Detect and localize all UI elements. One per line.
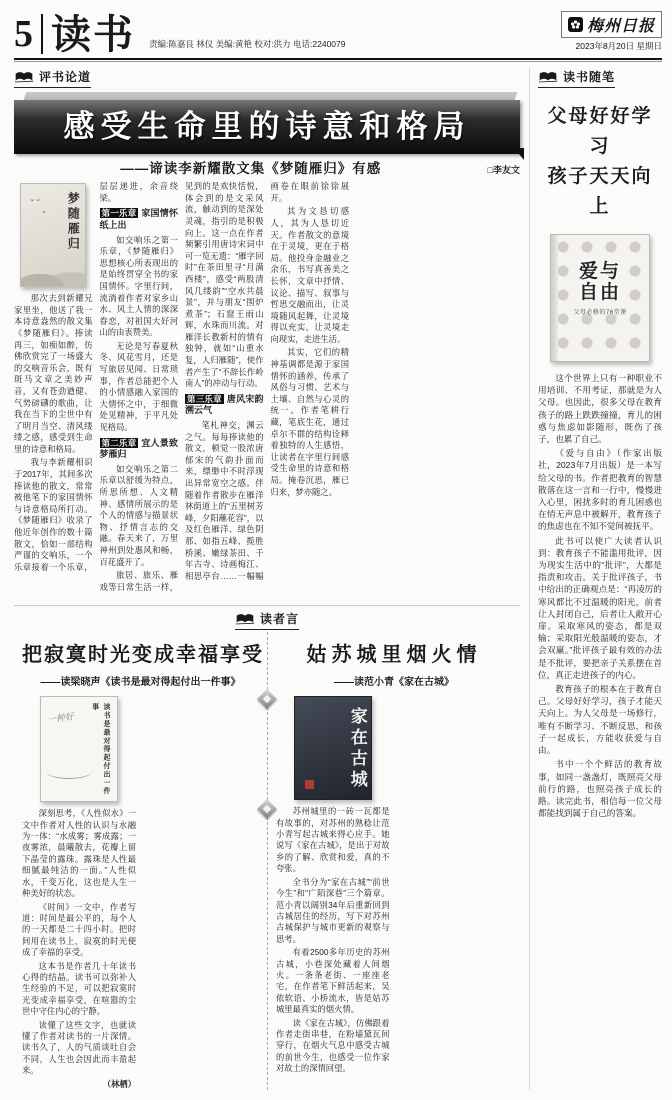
article-headline: 把寂寞时光变成幸福享受: [22, 644, 264, 667]
article-loneliness: [14, 632, 267, 1090]
section-title: 读书: [51, 13, 135, 57]
publication-date: 2023年8月20日 星期日: [575, 41, 662, 51]
header-rule: [14, 58, 662, 60]
main-headline: 感受生命里的诗意和格局: [63, 109, 471, 144]
paragraph: 读《家在古城》，仿佛跟着作者走街串巷，在粉墙黛瓦间穿行，在烟火气息中感受古城的前世今生，也感受一位作家对故土的深情回望。: [276, 1017, 390, 1074]
newspaper-name: 梅州日报: [586, 18, 655, 35]
subheadline-row: [14, 157, 520, 177]
movement-header-3: 第三乐章 唐风宋韵溯云气: [185, 393, 264, 416]
author-signature: （林栖）: [102, 1078, 136, 1089]
rail-headline: 父母好好学习 孩子天天向上: [547, 106, 653, 217]
book-pen-icon: [235, 613, 255, 625]
paragraph: 全书分为“家在古城”“前世今生”和“广陌深巷”三个篇章。范小青以阔别34年后重新回到古城居住的经历，写下对苏州古城保护与城市更新的观察与思考。: [276, 876, 390, 944]
page-number: 5: [14, 13, 33, 55]
paragraph: 苏州城里的一砖一瓦都是有故事的，对苏州的熟稔让范小青写起古城来得心应手。她说写《家在古城》，是出于对故乡的了解、欣赏和爱，真的不夸张。: [276, 806, 390, 874]
paragraph: 笔札神交，渊云之气。每每捧读他的散文，顿觉一股浓唐郁宋的气韵扑面而来，缥缈中不时浮现出异常宽空之感。伴随着作者散步在雁洋林荫道上的“五里树芳峰，夕阳蘸花容”，以及红色雁洋、绿色阴那、如指五峰、揽胜桥溪、嫩绿茶田、千年古寺、诗画梅江、相思亭台……一幅幅画卷在眼前徐徐展开。: [185, 181, 349, 581]
cover-title: 读书是最对得起付出一件事: [91, 703, 110, 796]
article-body: [22, 694, 259, 1090]
reader-section: [14, 605, 520, 1090]
masthead-brand: [561, 11, 662, 52]
main-column: [14, 68, 520, 1090]
column-tag-label: 读者言: [259, 612, 299, 627]
book-cover-aiyuziyou: [550, 234, 650, 362]
article-subtitle: ——读梁晓声《读书是最对得起付出一件事》: [40, 677, 241, 689]
cover-subtitle: 父母必修的76堂课: [573, 310, 627, 316]
article-gusu: [268, 632, 520, 1090]
goose-icon: ⌄: [41, 208, 48, 216]
movement-header-2: 第二乐章 宜人景致梦雁归: [99, 437, 178, 460]
paragraph: 其为文恳切感人，其为人恳切近天。作者散文的意境在于灵境，更在于格局。他投身金融业之余乐，书写真善美之长怀，文章中抒情、议论、描写、叙事与哲思交融而出，让灵境随风起舞，让灵境得以充实，让灵境走向现实，走进生活。: [270, 206, 349, 344]
goose-icon: ⌄⌄: [29, 196, 41, 204]
header-divider: [41, 14, 43, 54]
paragraph: 《爱与自由》（作家出版社，2023年7月出版）是一本写给父母的书。作者把教育的智慧散落在这一言和一行中，慢慢进入心里，困扰多时的育儿困惑也在悄无声息中被解开，教育孩子的焦虑也在不知不觉间被抚平。: [538, 448, 662, 532]
header-rule-thin: [14, 61, 662, 62]
banner-plate: [14, 100, 520, 154]
paragraph: 如交响乐之第二乐章以舒缓为特点，所思所想、人文精神、感情所展示的是个人的情感与描景状物、抒情言志的交融。春天来了，万里神州到处惠风和畅，百花盛开了。: [99, 463, 178, 567]
column-tag-review: [14, 68, 91, 88]
cover-art-hills: [21, 260, 85, 286]
paragraph: 如交响乐之第一乐章，《梦随雁归》思想核心所表现出的是始终贯穿全书的家国情怀。字里行间，流淌着作者对家乡山水、风土人情的深深眷恋，对祖国大好河山的由衷赞美。: [99, 234, 178, 338]
paragraph: 那次去到新耀兄家里坐，他送了我一本诗意盎然的散文集《梦随雁归》。捧读再三，如痴如醉，仿佛欣赏完了一场盛大的交响音乐会，既有斑马文章之美妙声音，又有苍劲遒健、气势磅礴的歌曲，让我在当下的尘世中有了明月当空、清风缕缕之感，感受到生命里的诗意和格局。: [14, 293, 93, 454]
book-cover-mengsuiyangui: [20, 183, 86, 287]
main-subtitle: ——谛读李新耀散文集《梦随雁归》有感: [120, 161, 382, 177]
cover-sketch-line: [46, 764, 92, 779]
paragraph: 我与李新耀相识于2017年，其间多次捧读他的散文，常常被他笔下的家国情怀与诗意格局所打动。《梦随雁归》收录了他近年创作的数十篇散文，恰如一部结构严谨的交响乐，一个乐章接着一个乐章，层层递进，余音绕梁。: [14, 181, 178, 572]
right-rail: [529, 68, 662, 1090]
main-byline: □李友文: [487, 165, 520, 176]
book-pen-icon: [14, 71, 34, 83]
plum-blossom-icon: [568, 17, 583, 32]
article-headline: 姑苏城里烟火情: [306, 644, 482, 667]
paragraph: 读懂了这些文字，也就读懂了作者对读书的一片深情。读书久了，人的气质谈吐自会不同，人生也会因此而丰盈起来。: [22, 1019, 136, 1076]
paragraph: 这本书是作者几十年读书心得的结晶。读书可以弥补人生经验的不足，可以把寂寞时光变成幸福享受，在喧嚣的尘世中守住内心的宁静。: [22, 960, 136, 1017]
book-cover-gucheng: [294, 696, 372, 800]
staff-credits: 责编:陈嘉良 林仪 美编:黄艳 校对:洪力 电话:2240079: [149, 39, 346, 49]
article-subtitle: ——读范小青《家在古城》: [334, 677, 454, 689]
cover-title: 爱与 自由: [578, 261, 621, 303]
red-seal-icon: [305, 780, 314, 789]
paragraph: 《时间》一文中，作者写道：时间是最公平的，每个人的一天都是二十四小时。把时间用在读书上，寂寞的时光便成了幸福的享受。: [22, 901, 136, 958]
paragraph: 此书可以使广大读者认识到：教育孩子不能滥用批评，因为现实生活中的“批评”，大都是指责和攻击。关于批评孩子，书中给出的正确观点是：“再凌厉的寒风都比不过温暖的阳光，前者让人封闭自己，后者让人敞开心扉。采取寒风的姿态，都是双输；采取阳光般温暖的姿态，才会双赢。”批评孩子最有效的办法是不批评，要把亲子关系摆在首位，真正走进孩子的内心。: [538, 535, 662, 680]
headline-banner: [14, 92, 520, 151]
book-pen-icon: [538, 71, 558, 83]
page-header: [14, 6, 662, 57]
column-tag-label: 评书论道: [39, 70, 92, 84]
cover-title: 家在古城: [347, 707, 367, 792]
cover-handwriting: 一种好: [46, 711, 75, 726]
main-article-body: [14, 181, 520, 595]
rail-article-body: [538, 372, 662, 1062]
article-divider: [267, 632, 268, 1090]
cover-title: 梦随雁归: [66, 192, 81, 253]
paragraph: 教育孩子的根本在于教育自己。父母好好学习，孩子才能天天向上。为人父母是一场修行，唯有不断学习、不断反思，和孩子一起成长，方能收获爱与自由。: [538, 684, 662, 756]
paragraph: 深刻思考，《人性似水》一文中作者对人性的认识与水融为一体：“水成雾；雾成露；一夜雾浓，晨曦散去，花瓣上留下晶莹的露珠。露珠是人性最细腻最纯洁的一面。”人性似水，千变万化，这也是人生一种美好的状态。: [22, 808, 136, 899]
article-body: [276, 694, 512, 1090]
column-tag-notes: [538, 68, 615, 88]
paragraph: 书中一个个鲜活的教育故事，如同一盏盏灯，既照亮父母前行的路，也照亮孩子成长的路。读完此书，相信每一位父母都能找到属于自己的答案。: [538, 759, 662, 819]
paragraph: 这个世界上只有一种职业不用培训、不用考证，那就是为人父母。也因此，很多父母在教育孩子的路上跌跌撞撞，育儿的困惑与焦虑如影随形，既伤了孩子，也累了自己。: [538, 373, 662, 445]
book-cover-dushu: [40, 696, 118, 802]
movement-header-1: 第一乐章 家国情怀纸上出: [99, 208, 178, 230]
paragraph: 旅居、旅乐、雁戏等日常生活一样，见到的是欢快恬悦，体会到的是文采风流，触动到的是深处灵魂，指引的是积极向上。这一点在作者频繁引用唐诗宋词中可一览无遗：“雁字回时”在茶田里寻“月满西楼”，感受“两股清风几缕韵”“空水共晨景”，并与朋友“围炉煮茶”；石窟王雨山辉，水珠而川流。对雁洋长教新村的情有独钟，就如“山重水复，人归雁随”，使作者产生了“不辞长作岭南人”的冲动与行动。: [99, 181, 264, 592]
paragraph: 有着2500多年历史的苏州古城，小巷深处藏着人间烟火。一条条老街、一座座老宅，在作者笔下鲜活起来，吴侬软语、小桥流水，皆是姑苏城里最真实的烟火情。: [276, 947, 390, 1015]
newspaper-logo: [561, 11, 662, 38]
column-tag-readers: [235, 610, 299, 630]
paragraph: 其实，它们的精神基调都是源于家国情怀的涵养，传承了风俗与习惯、艺术与土壤、自然与心灵的统一。作者笔耕行藏，笔底生花，通过卓尔不群的结构诠释着独特的人生感悟，让读者在字里行间感受生命里的诗意和格局。掩卷沉思，雁已归来，梦亦随之。: [270, 347, 349, 497]
column-tag-label: 读书随笔: [563, 70, 616, 84]
paragraph: 无论是写春夏秋冬、风花雪月，还是写旅居见闻、日常琐事，作者总能把个人的小情感融入家国的大情怀之中，于细微处见精神，于平凡处见格局。: [99, 340, 178, 433]
